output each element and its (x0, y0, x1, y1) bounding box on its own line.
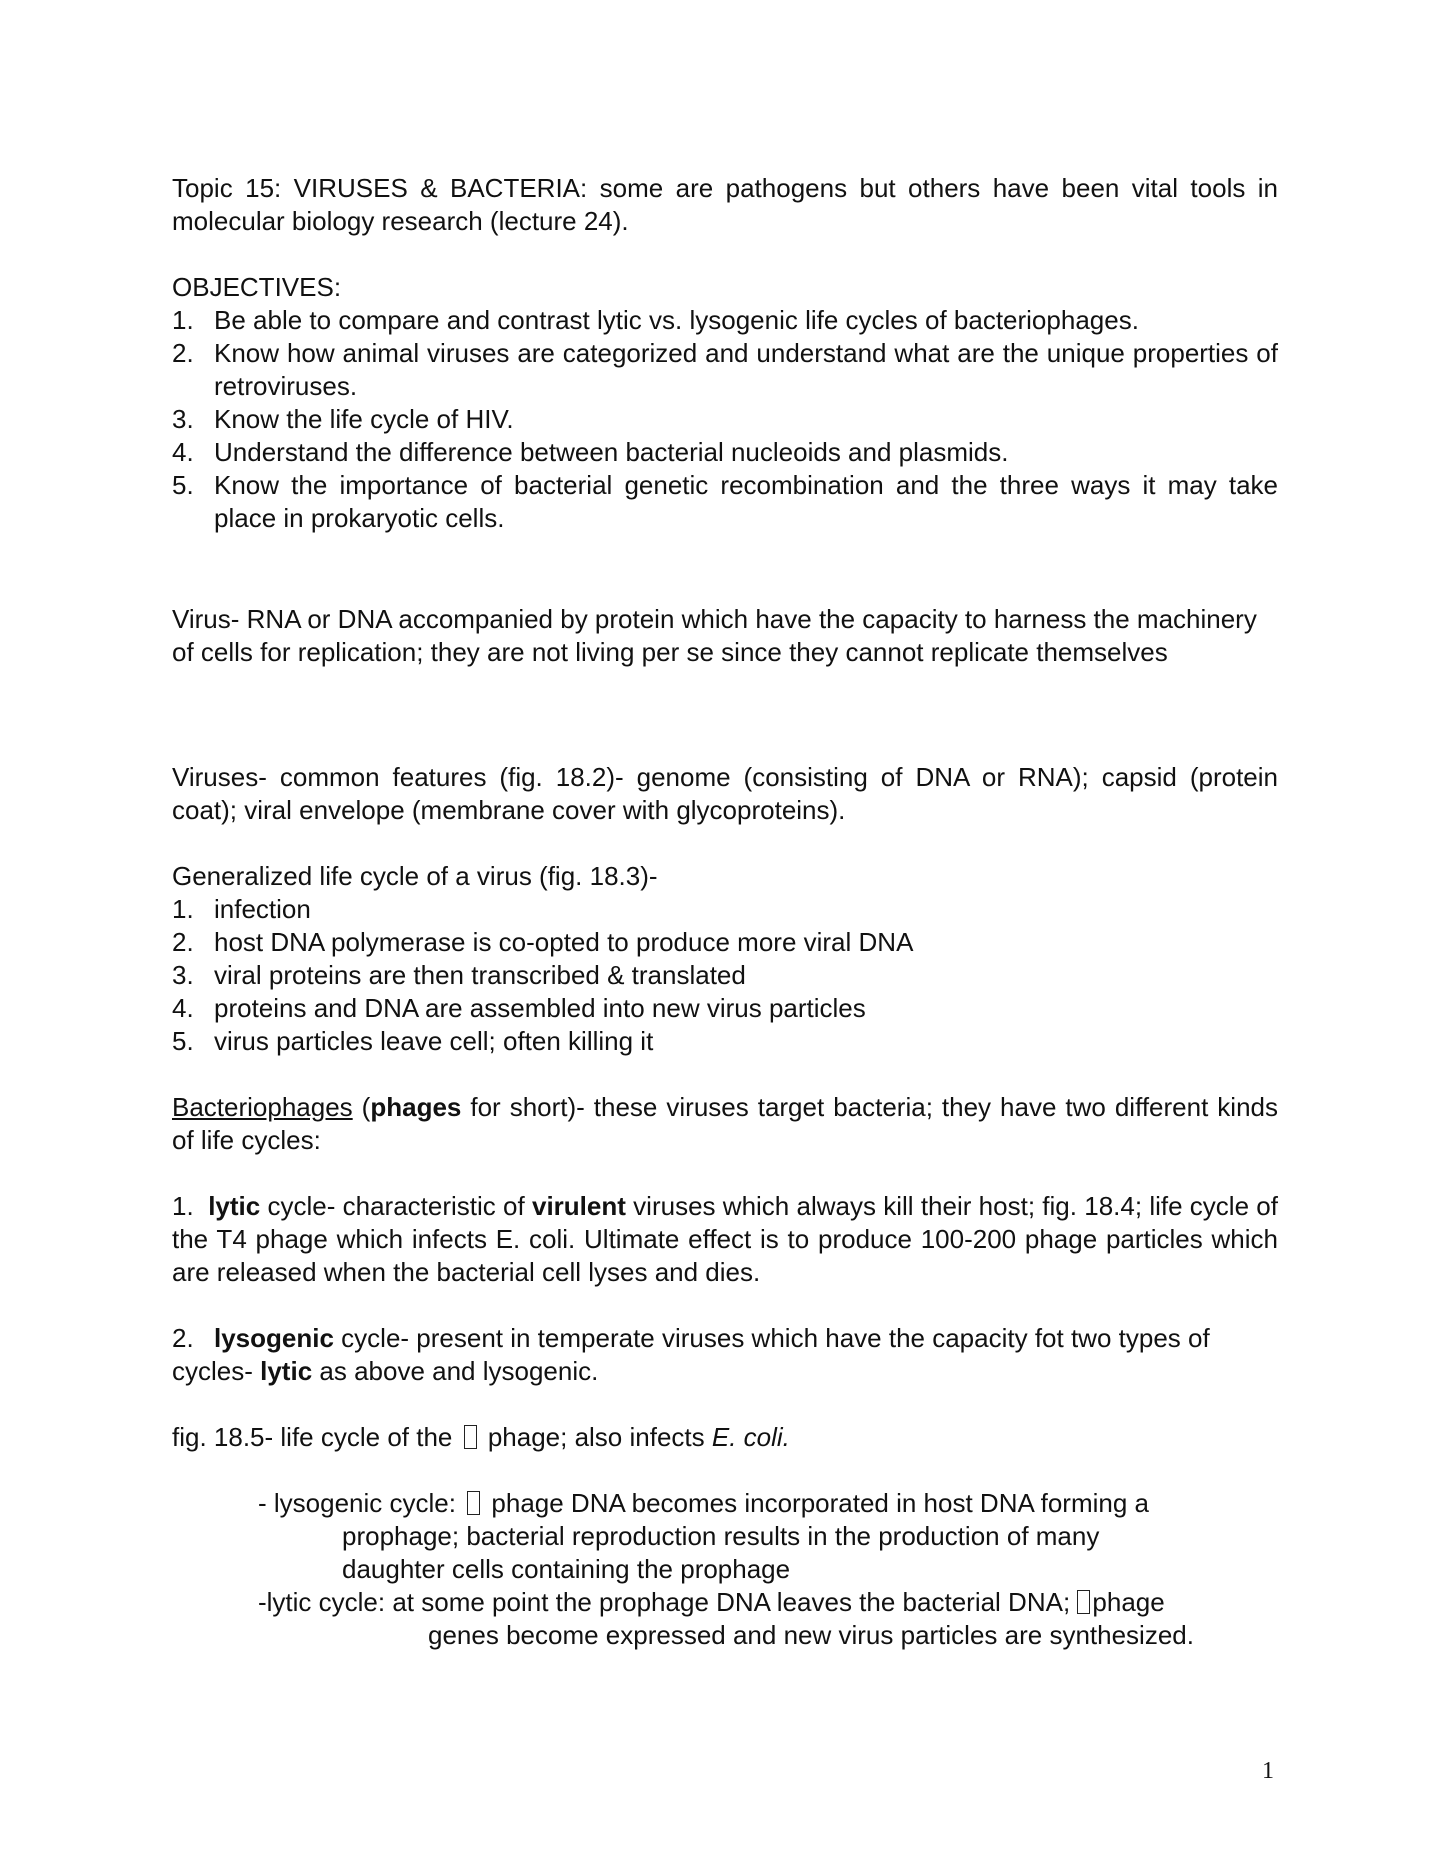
virus-definition: Virus- RNA or DNA accompanied by protein which have the capacity to harness the machinery of cells for replication; they are not living per se since they cannot replicate themselves (172, 604, 1257, 667)
missing-glyph-icon (464, 1425, 477, 1449)
lytic-cycle-line: -lytic cycle: at some point the prophage DNA leaves the bacterial DNA; phage (258, 1587, 1165, 1617)
list-item: 4. Understand the difference between bacterial nucleoids and plasmids. (172, 437, 1009, 467)
list-item: 2. Know how animal viruses are categorized and understand what are the unique properties of retroviruses. (172, 338, 1278, 401)
objectives-section (172, 271, 1278, 535)
lysogenic-term: lysogenic (214, 1323, 334, 1353)
life-cycle-section (172, 860, 1278, 1058)
fig-18-5-details: - lysogenic cycle: phage DNA becomes incorporated in host DNA forming a prophage; bacterial reproduction results in the production of many daughter cells containing the prophage -lytic cycle: at some point the prophage DNA leaves the bacterial DNA; phage genes become expressed and new virus particles are synthesized. (172, 1487, 1278, 1652)
fig-18-5-caption: fig. 18.5- life cycle of the phage; also infects E. coli. (172, 1422, 790, 1452)
list-item: 1. Be able to compare and contrast lytic vs. lysogenic life cycles of bacteriophages. (172, 305, 1139, 335)
life-cycle-heading: Generalized life cycle of a virus (fig. 18.3)- (172, 861, 658, 891)
life-cycle-list (172, 893, 1278, 1058)
list-item: 5. virus particles leave cell; often killing it (172, 1026, 654, 1056)
lysogenic-paragraph: 2. lysogenic cycle- present in temperate viruses which have the capacity fot two types of cycles- lytic as above and lysogenic. (172, 1323, 1210, 1386)
document-page (172, 172, 1278, 1652)
page-number: 1 (1262, 1758, 1274, 1784)
bacteriophages-term: Bacteriophages (172, 1092, 353, 1122)
list-item: 4. proteins and DNA are assembled into new virus particles (172, 993, 866, 1023)
page-title: Topic 15: VIRUSES & BACTERIA: some are pathogens but others have been vital tools in molecular biology research (lecture 24). (172, 173, 1278, 236)
virulent-term: virulent (532, 1191, 626, 1221)
list-item: 3. Know the life cycle of HIV. (172, 404, 514, 434)
list-item: 2. host DNA polymerase is co-opted to produce more viral DNA (172, 927, 914, 957)
list-item: 5. Know the importance of bacterial genetic recombination and the three ways it may take place in prokaryotic cells. (172, 470, 1278, 533)
missing-glyph-icon (1077, 1590, 1090, 1614)
lytic-paragraph: 1. lytic cycle- characteristic of virulent viruses which always kill their host; fig. 18.4; life cycle of the T4 phage which infects E. coli. Ultimate effect is to produce 100-200 phage particles which are released when the bacterial cell lyses and dies. (172, 1191, 1278, 1287)
missing-glyph-icon (467, 1491, 480, 1515)
list-item: 1. infection (172, 894, 311, 924)
list-item: 3. viral proteins are then transcribed & translated (172, 960, 746, 990)
bacteriophages-paragraph: Bacteriophages (phages for short)- these viruses target bacteria; they have two different kinds of life cycles: (172, 1092, 1278, 1155)
lytic-term-2: lytic (260, 1356, 313, 1386)
common-features: Viruses- common features (fig. 18.2)- genome (consisting of DNA or RNA); capsid (protein coat); viral envelope (membrane cover with glycoproteins). (172, 762, 1278, 825)
lysogenic-cycle-line: - lysogenic cycle: phage DNA becomes incorporated in host DNA forming a (258, 1488, 1149, 1518)
phages-term: phages (370, 1092, 462, 1122)
objectives-heading: OBJECTIVES: (172, 272, 342, 302)
objectives-list (172, 304, 1278, 535)
lytic-term: lytic (208, 1191, 261, 1221)
